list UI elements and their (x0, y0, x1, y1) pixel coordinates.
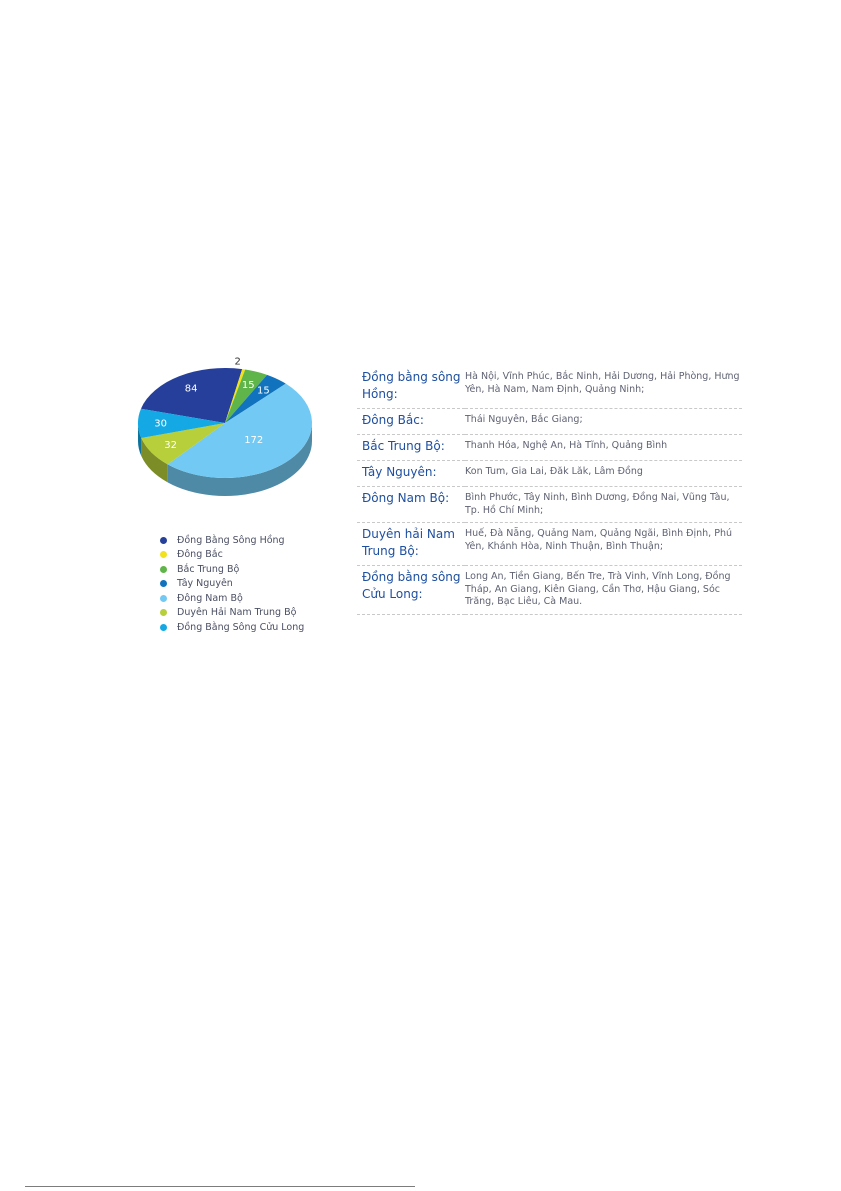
legend-item (160, 591, 304, 606)
table-row (357, 366, 742, 409)
legend-label: Duyên Hải Nam Trung Bộ (177, 607, 297, 619)
table-row (357, 566, 742, 615)
legend-label: Đồng Bằng Sông Hồng (177, 534, 285, 546)
table-row (357, 523, 742, 566)
region-province-table (357, 366, 742, 615)
legend-swatch (160, 537, 167, 544)
legend-label: Đông Bắc (177, 549, 223, 561)
province-list: Huế, Đà Nẵng, Quảng Nam, Quảng Ngãi, Bình Định, Phú Yên, Khánh Hòa, Ninh Thuận, Bình Thuận; (465, 523, 742, 566)
region-name: Tây Nguyên: (357, 461, 465, 487)
pie-data-label-2: 15 (241, 380, 255, 392)
legend-item (160, 577, 304, 592)
pie-data-label-3: 15 (257, 385, 270, 397)
chart-legend (160, 533, 304, 635)
legend-item (160, 562, 304, 577)
pie-data-label-4: 172 (244, 434, 264, 446)
pie-data-label-6: 30 (154, 418, 167, 430)
table-row (357, 487, 742, 523)
page-bottom-rule (25, 1186, 415, 1187)
legend-item (160, 548, 304, 563)
legend-swatch (160, 595, 167, 602)
province-list: Kon Tum, Gia Lai, Đăk Lăk, Lâm Đồng (465, 461, 742, 487)
legend-swatch (160, 580, 167, 587)
region-name: Đồng bằng sông Cửu Long: (357, 566, 465, 615)
province-list: Bình Phước, Tây Ninh, Bình Dương, Đồng Nai, Vũng Tàu, Tp. Hồ Chí Minh; (465, 487, 742, 523)
pie-data-label-0: 84 (184, 383, 198, 395)
pie-chart (130, 350, 320, 510)
pie-data-label-1: 2 (234, 356, 241, 368)
region-name: Duyên hải Nam Trung Bộ: (357, 523, 465, 566)
table-row (357, 409, 742, 435)
province-list: Hà Nội, Vĩnh Phúc, Bắc Ninh, Hải Dương, Hải Phòng, Hưng Yên, Hà Nam, Nam Định, Quảng Ninh; (465, 366, 742, 409)
region-name: Bắc Trung Bộ: (357, 435, 465, 461)
legend-swatch (160, 609, 167, 616)
legend-label: Đồng Bằng Sông Cửu Long (177, 621, 305, 633)
region-name: Đông Nam Bộ: (357, 487, 465, 523)
region-name: Đông Bắc: (357, 409, 465, 435)
legend-swatch (160, 566, 167, 573)
province-list: Thanh Hóa, Nghệ An, Hà Tĩnh, Quảng Bình (465, 435, 742, 461)
legend-swatch (160, 551, 167, 558)
table-row (357, 461, 742, 487)
pie-data-label-5: 32 (164, 439, 177, 451)
region-name: Đồng bằng sông Hồng: (357, 366, 465, 409)
legend-label: Tây Nguyên (177, 578, 233, 590)
legend-swatch (160, 624, 167, 631)
province-list: Thái Nguyên, Bắc Giang; (465, 409, 742, 435)
legend-label: Bắc Trung Bộ (177, 563, 240, 575)
legend-item (160, 533, 304, 548)
legend-item (160, 620, 304, 635)
legend-item (160, 606, 304, 621)
table-row (357, 435, 742, 461)
legend-label: Đông Nam Bộ (177, 592, 243, 604)
province-list: Long An, Tiền Giang, Bến Tre, Trà Vinh, Vĩnh Long, Đồng Tháp, An Giang, Kiên Giang, Cần Thơ, Hậu Giang, Sóc Trăng, Bạc Liêu, Cà Mau. (465, 566, 742, 615)
